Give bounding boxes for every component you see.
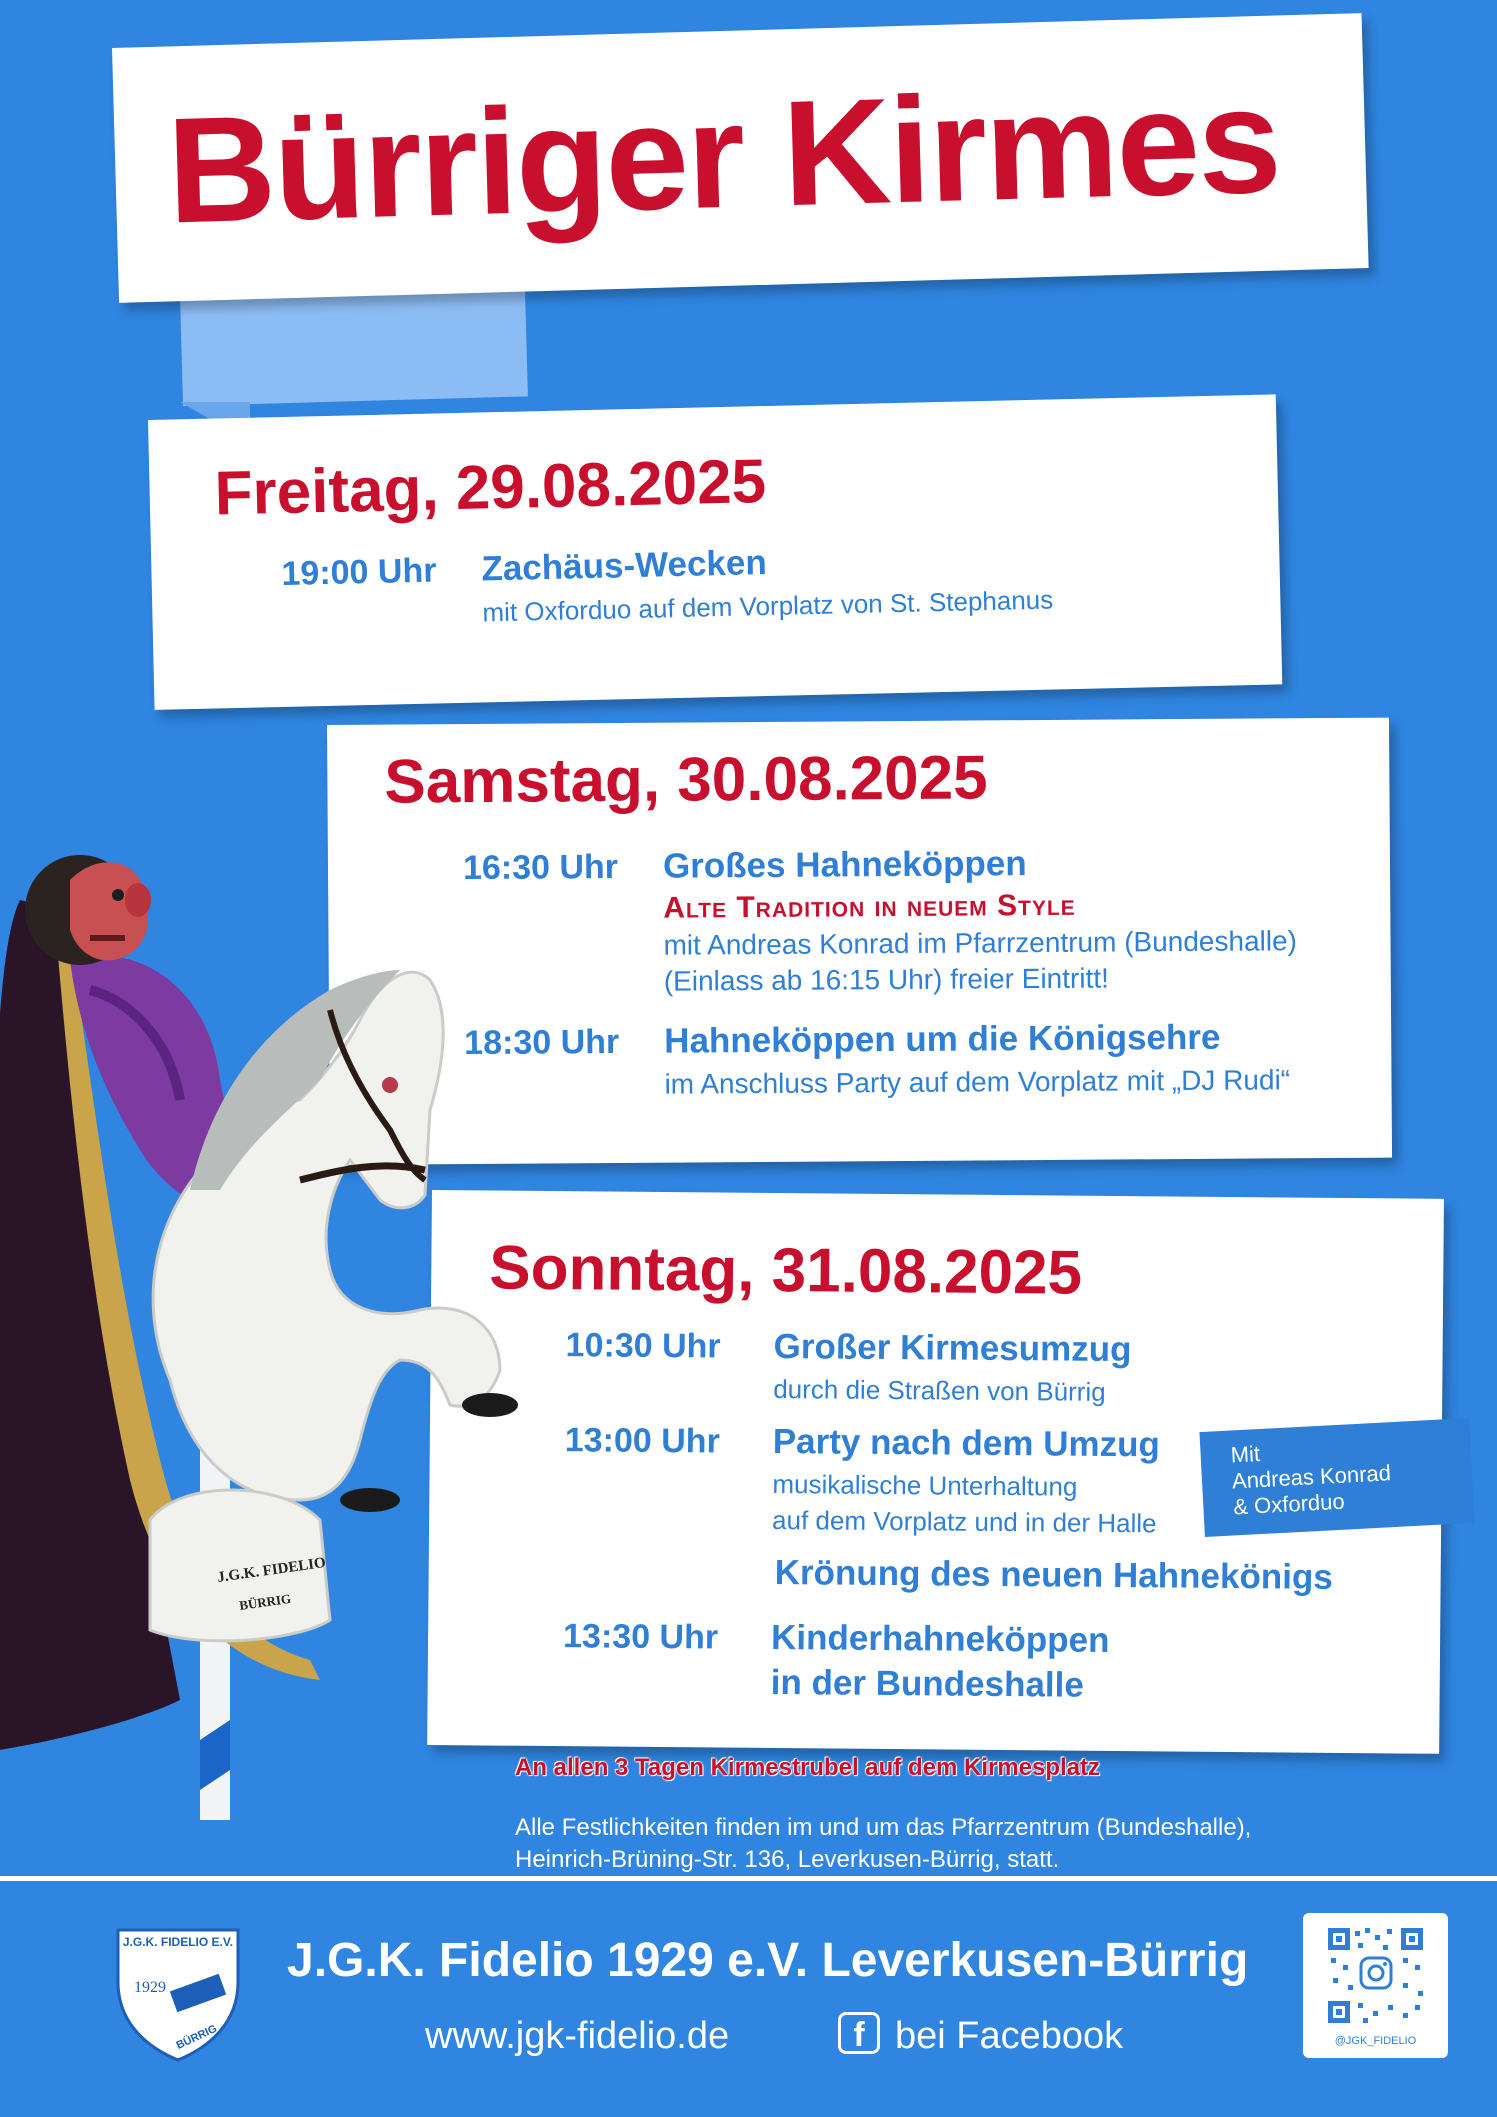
club-emblem — [110, 1912, 246, 2062]
day-title: Freitag, 29.08.2025 — [213, 447, 767, 529]
footer-divider — [0, 1876, 1497, 1881]
event-detail: mit Oxforduo auf dem Vorplatz von St. Stephanus — [482, 584, 1054, 628]
day-title: Sonntag, 31.08.2025 — [489, 1233, 1083, 1308]
event-time: 16:30 Uhr — [462, 847, 619, 888]
emblem-text: J.G.K. FIDELIO E.V. — [122, 1935, 234, 1949]
qr-caption: @JGK_FIDELIO — [1334, 2035, 1417, 2047]
instagram-icon — [1361, 1958, 1391, 1988]
title-ribbon-fold — [180, 286, 528, 406]
highlight-note: An allen 3 Tagen Kirmestrubel auf dem Kirmesplatz — [515, 1754, 1101, 1781]
event-detail: im Anschluss Party auf dem Vorplatz mit „DJ Rudi“ — [664, 1064, 1291, 1100]
website-link[interactable]: www.jgk-fidelio.de — [425, 2015, 730, 2057]
event-detail: musikalische Unterhaltung — [772, 1468, 1078, 1502]
badge-line: & Oxforduo — [1232, 1488, 1346, 1520]
event-title: Party nach dem Umzug — [772, 1421, 1161, 1465]
event-detail: (Einlass ab 16:15 Uhr) freier Eintritt! — [663, 962, 1109, 997]
event-title-line2: in der Bundeshalle — [770, 1662, 1084, 1705]
event-time: 13:00 Uhr — [564, 1421, 720, 1461]
event-detail: mit Andreas Konrad im Pfarrzentrum (Bundeshalle) — [663, 925, 1298, 961]
title-banner — [112, 13, 1369, 303]
event-title: Großer Kirmesumzug — [773, 1326, 1132, 1370]
puppet-illustration — [0, 840, 540, 1820]
emblem-text: BÜRRIG — [174, 2022, 219, 2052]
event-title: Zachäus-Wecken — [481, 543, 768, 589]
event-time: 18:30 Uhr — [464, 1022, 620, 1063]
event-detail: auf dem Vorplatz und in der Halle — [772, 1504, 1157, 1539]
event-title: Krönung des neuen Hahnekönigs — [774, 1553, 1333, 1597]
event-time: 19:00 Uhr — [281, 551, 437, 594]
stand-label: J.G.K. FIDELIO — [216, 1554, 327, 1586]
day-panel-friday — [148, 394, 1282, 710]
location-note — [515, 1812, 1251, 1876]
event-tagline: Alte Tradition in neuem Style — [663, 888, 1076, 925]
emblem-year: 1929 — [134, 1979, 166, 1996]
badge-line: Andreas Konrad — [1231, 1460, 1392, 1494]
page-title: Bürriger Kirmes — [165, 55, 1282, 255]
qr-code-card[interactable] — [1303, 1913, 1448, 2058]
qr-code — [1303, 1913, 1448, 2033]
badge-line: Mit — [1230, 1441, 1261, 1468]
facebook-link[interactable]: bei Facebook — [895, 2015, 1124, 2057]
facebook-icon[interactable]: f — [838, 2012, 880, 2054]
event-title: Großes Hahneköppen — [662, 844, 1027, 886]
organization-name: J.G.K. Fidelio 1929 e.V. Leverkusen-Bürrig — [287, 1934, 1249, 1987]
stand-label: BÜRRIG — [238, 1590, 292, 1613]
location-line: Alle Festlichkeiten finden im und um das Pfarrzentrum (Bundeshalle), — [515, 1814, 1252, 1841]
location-line: Heinrich-Brüning-Str. 136, Leverkusen-Bürrig, statt. — [515, 1846, 1060, 1873]
guest-badge — [1199, 1418, 1474, 1537]
event-time: 10:30 Uhr — [565, 1326, 721, 1366]
event-title: Kinderhahneköppen — [770, 1617, 1110, 1660]
event-title: Hahneköppen um die Königsehre — [664, 1017, 1221, 1061]
event-time: 13:30 Uhr — [562, 1617, 719, 1657]
event-detail: durch die Straßen von Bürrig — [773, 1373, 1106, 1407]
day-title: Samstag, 30.08.2025 — [384, 743, 988, 817]
